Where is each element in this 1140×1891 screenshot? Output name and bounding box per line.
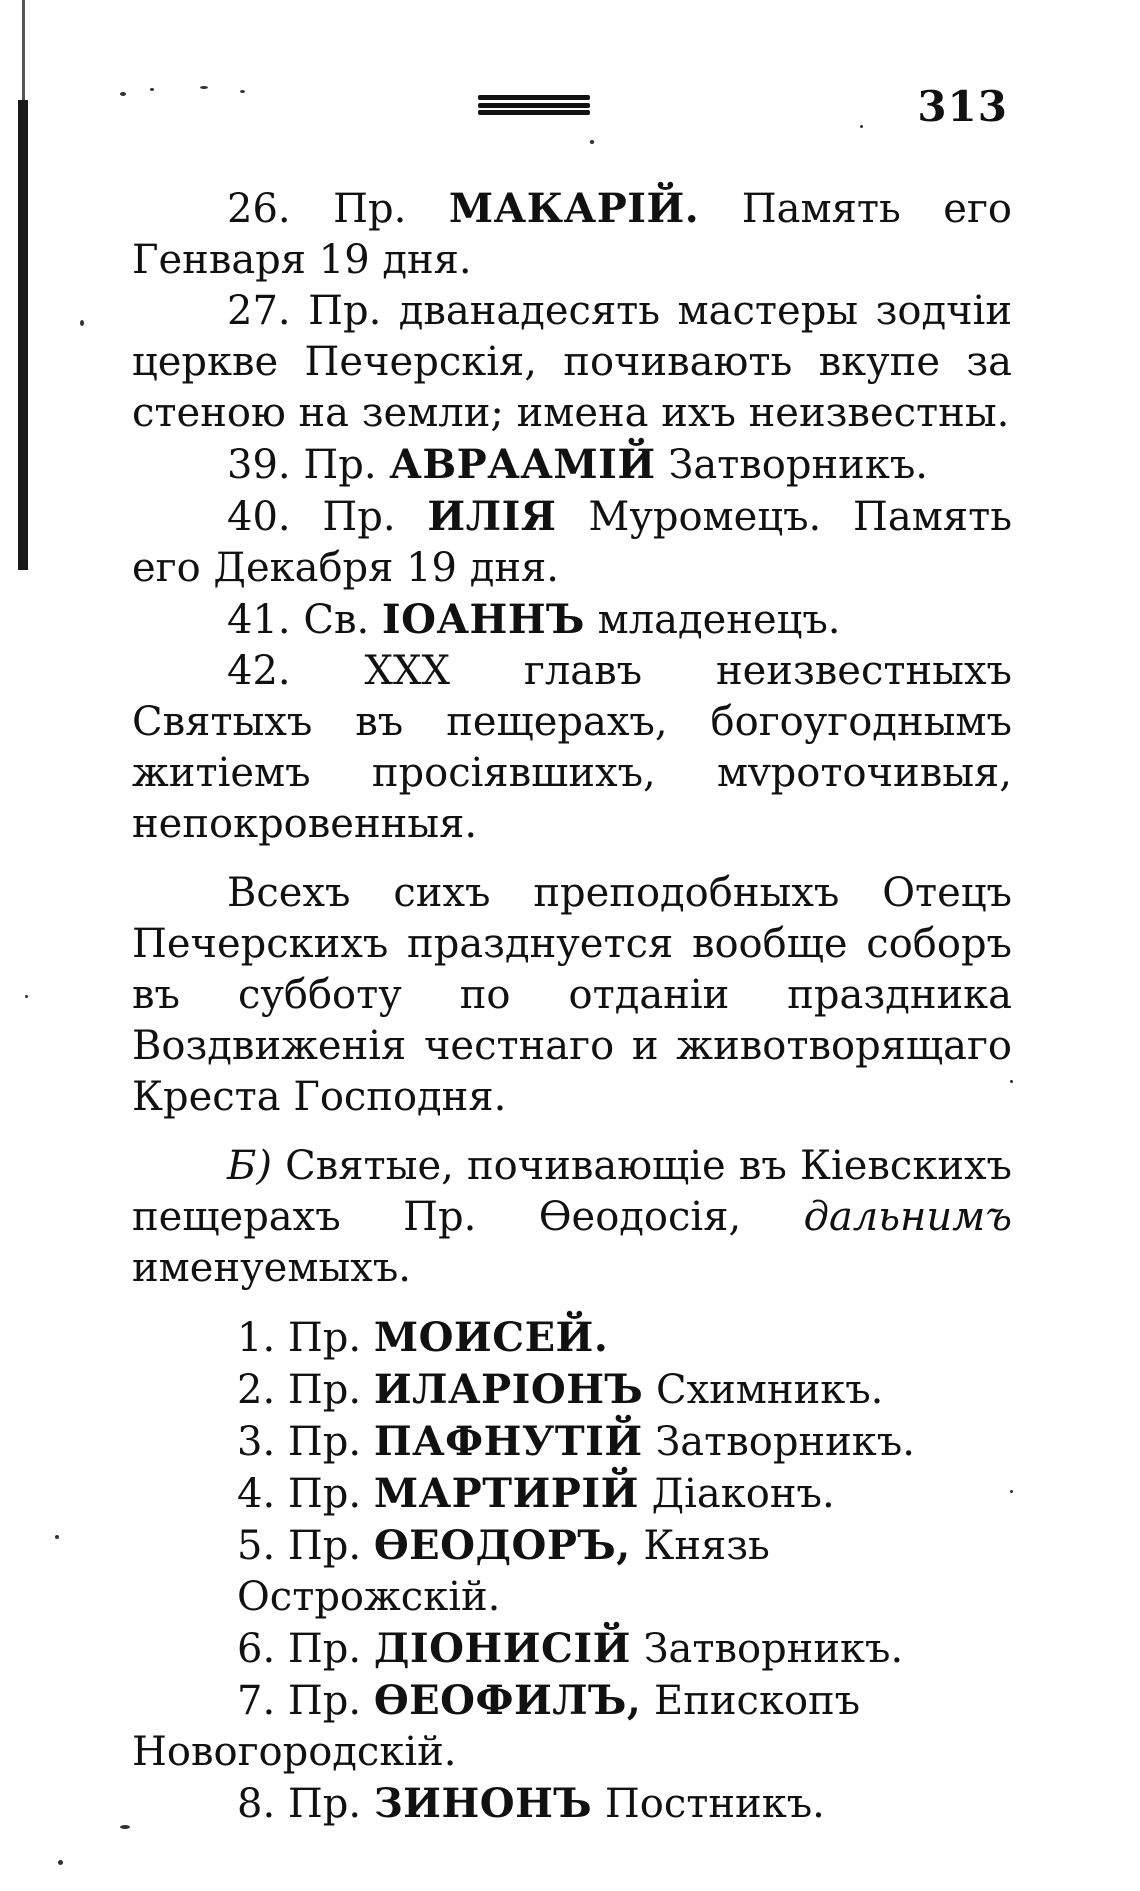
list-number: 4.: [237, 1471, 276, 1517]
entry-number: 26.: [227, 186, 291, 232]
entry-number: 27.: [227, 288, 291, 334]
list-title: Пр.: [287, 1781, 362, 1827]
list-name: ДІОНИСІЙ: [373, 1625, 631, 1672]
list-number: 1.: [237, 1315, 276, 1361]
list-item: [132, 1416, 1012, 1468]
list-title: Пр.: [287, 1678, 362, 1724]
entry-name: ИЛІЯ: [427, 493, 557, 540]
list-item: [132, 1364, 1012, 1416]
list-name: МОИСЕЙ.: [373, 1314, 609, 1361]
entry-title: Св.: [303, 597, 370, 643]
list-item: [132, 1675, 1012, 1778]
list-name: ЗИНОНЪ: [373, 1780, 593, 1827]
section-italic-word: дальнимъ: [803, 1194, 1012, 1240]
entry-name: АВРААМІЙ: [389, 441, 656, 488]
entry-number: 39.: [227, 442, 291, 488]
scan-border-left: [18, 100, 28, 570]
list-name: ѲЕОДОРЪ,: [373, 1522, 631, 1569]
text-block: [132, 183, 1012, 1830]
list-name: МАРТИРІЙ: [373, 1470, 639, 1517]
list-number: 2.: [237, 1367, 276, 1413]
entry-40: [132, 491, 1012, 594]
entry-name: ІОАННЪ: [381, 596, 585, 643]
list-name: ѲЕОФИЛЪ,: [373, 1677, 642, 1724]
list-name: ИЛАРІОНЪ: [373, 1366, 644, 1413]
list-text: Постникъ.: [604, 1781, 825, 1827]
entry-text: младенецъ.: [597, 597, 841, 643]
list-number: 8.: [237, 1781, 276, 1827]
list-text: Князь Острожскій.: [237, 1523, 770, 1620]
list-item: [132, 1520, 1012, 1623]
entry-title: Пр.: [308, 288, 382, 334]
entry-title: Пр.: [303, 442, 377, 488]
summary-paragraph: Всехъ сихъ преподобныхъ Отецъ Печерскихъ празднуется вообще соборъ въ субботу по отданіи праздника Воздвиженія честнаго и животворящаго Креста Господня.: [132, 870, 1012, 1120]
list-text: Епископъ Новогородскій.: [132, 1678, 861, 1775]
page-number: 313: [917, 82, 1008, 131]
list-name: ПАФНУТІЙ: [373, 1418, 643, 1465]
list-number: 5.: [237, 1523, 276, 1569]
section-b-heading: [132, 1141, 1012, 1294]
list-title: Пр.: [287, 1471, 362, 1517]
list-number: 7.: [237, 1678, 276, 1724]
entry-41: [132, 594, 1012, 646]
entry-number: 41.: [227, 597, 291, 643]
section-text: Святые, почивающіе въ Кіевскихъ пещерахъ Пр. Ѳеодосія,: [132, 1143, 1012, 1240]
entry-name: МАКАРІЙ.: [448, 185, 700, 232]
list-item: [132, 1312, 1012, 1364]
list-text: Затворникъ.: [655, 1419, 915, 1465]
saints-list: [132, 1312, 1012, 1830]
list-text: Діаконъ.: [651, 1471, 835, 1517]
list-title: Пр.: [287, 1626, 362, 1672]
list-item: [132, 1778, 1012, 1830]
entry-42: [132, 646, 1012, 850]
list-number: 6.: [237, 1626, 276, 1672]
list-title: Пр.: [287, 1315, 362, 1361]
entry-27: [132, 286, 1012, 439]
list-title: Пр.: [287, 1523, 362, 1569]
list-number: 3.: [237, 1419, 276, 1465]
entry-text: Муромецъ. Память его Декабря 19 дня.: [132, 494, 1012, 591]
entry-26: [132, 183, 1012, 286]
entry-title: Пр.: [333, 186, 407, 232]
entry-39: [132, 439, 1012, 491]
entry-number: 42.: [227, 648, 291, 694]
entry-text: дванадесять мастеры зодчіи церкве Печерскія, почивають вкупе за стеною на земли; имена ихъ неизвестны.: [132, 288, 1013, 436]
list-text: Затворникъ.: [643, 1626, 904, 1672]
list-title: Пр.: [287, 1367, 362, 1413]
entry-text: XXX главъ неизвестныхъ Святыхъ въ пещерахъ, богоугоднымъ житіемъ просіявшихъ, мvроточивыя, непокровенныя.: [132, 648, 1013, 847]
entry-text: Память его Генваря 19 дня.: [132, 186, 1012, 283]
list-title: Пр.: [287, 1419, 362, 1465]
section-letter: Б): [227, 1143, 272, 1189]
list-item: [132, 1468, 1012, 1520]
entry-number: 40.: [227, 494, 291, 540]
list-text: Схимникъ.: [655, 1367, 884, 1413]
section-text-after: именуемыхъ.: [132, 1245, 411, 1291]
list-item: [132, 1623, 1012, 1675]
entry-title: Пр.: [322, 494, 396, 540]
header-ornament: [478, 95, 590, 115]
scan-border-top: [22, 0, 25, 100]
entry-text: Затворникъ.: [668, 442, 928, 488]
